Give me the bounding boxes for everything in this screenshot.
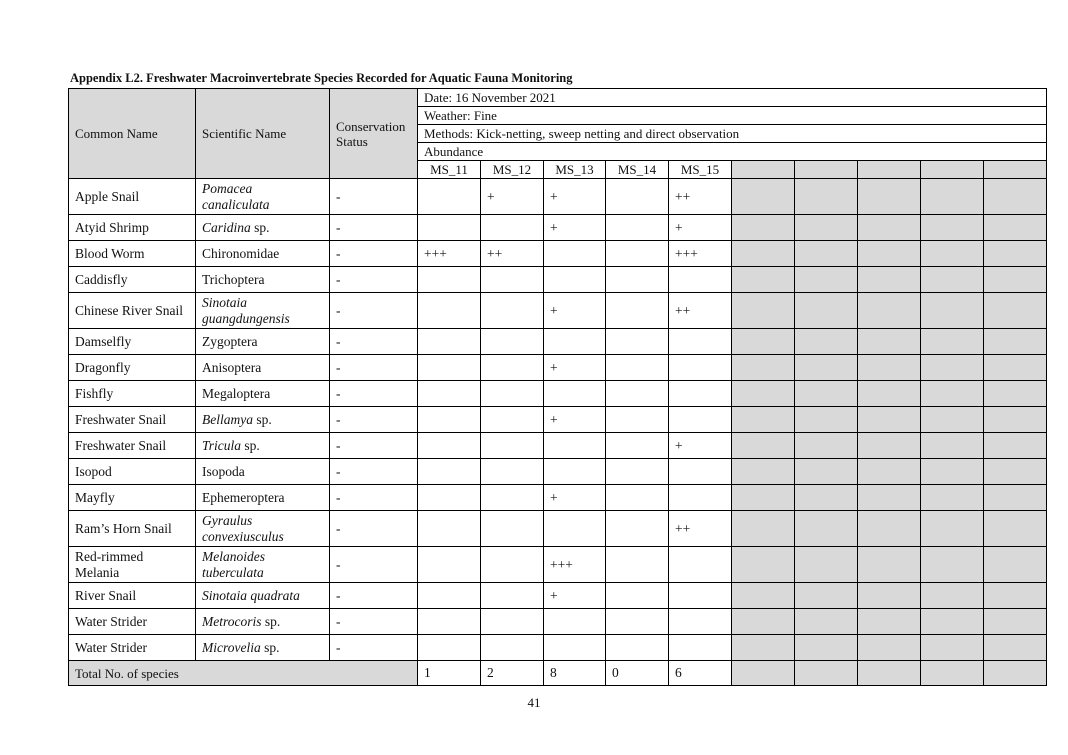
abundance-cell: ++ xyxy=(669,293,732,329)
empty-abundance-cell xyxy=(921,215,984,241)
scientific-name-plain: Ephemeroptera xyxy=(202,489,285,505)
abundance-cell xyxy=(544,511,606,547)
scientific-name-italic: Sinotaia quadrata xyxy=(202,587,300,603)
scientific-name-cell xyxy=(196,355,330,381)
table-row xyxy=(69,547,1047,583)
abundance-cell xyxy=(481,433,544,459)
scientific-name-plain: Chironomidae xyxy=(202,245,280,261)
abundance-cell: + xyxy=(544,583,606,609)
scientific-name-plain: sp. xyxy=(241,437,260,453)
empty-abundance-cell xyxy=(858,329,921,355)
empty-abundance-cell xyxy=(921,407,984,433)
abundance-cell xyxy=(669,583,732,609)
scientific-name-italic: Gyraulus convexiusculus xyxy=(202,512,284,544)
empty-abundance-cell xyxy=(732,407,795,433)
abundance-cell xyxy=(606,511,669,547)
abundance-cell: + xyxy=(544,407,606,433)
abundance-cell xyxy=(544,635,606,661)
abundance-cell xyxy=(418,329,481,355)
empty-total-cell xyxy=(732,661,795,686)
abundance-cell xyxy=(544,433,606,459)
table-row xyxy=(69,355,1047,381)
empty-abundance-cell xyxy=(921,635,984,661)
conservation-status-cell: - xyxy=(330,215,418,241)
empty-abundance-cell xyxy=(858,381,921,407)
table-row xyxy=(69,179,1047,215)
empty-abundance-cell xyxy=(732,433,795,459)
empty-abundance-cell xyxy=(984,609,1047,635)
species-table xyxy=(68,88,1047,686)
empty-abundance-cell xyxy=(984,215,1047,241)
empty-total-cell xyxy=(984,661,1047,686)
conservation-status-cell: - xyxy=(330,609,418,635)
abundance-cell xyxy=(418,407,481,433)
scientific-name-plain: sp. xyxy=(252,411,272,427)
abundance-cell xyxy=(606,583,669,609)
common-name-cell: Chinese River Snail xyxy=(69,293,196,329)
empty-abundance-cell xyxy=(984,407,1047,433)
empty-abundance-cell xyxy=(921,459,984,485)
empty-abundance-cell xyxy=(984,329,1047,355)
abundance-cell xyxy=(481,215,544,241)
common-name-cell: Damselfly xyxy=(69,329,196,355)
conservation-status-cell: - xyxy=(330,293,418,329)
scientific-name-plain: sp. xyxy=(261,613,281,629)
abundance-cell: +++ xyxy=(418,241,481,267)
empty-abundance-cell xyxy=(858,215,921,241)
abundance-cell xyxy=(606,329,669,355)
empty-abundance-cell xyxy=(858,293,921,329)
empty-abundance-cell xyxy=(795,241,858,267)
common-name-cell: Red-rimmed Melania xyxy=(69,547,196,583)
abundance-cell xyxy=(418,635,481,661)
common-name-cell: Freshwater Snail xyxy=(69,407,196,433)
abundance-cell xyxy=(481,609,544,635)
empty-abundance-cell xyxy=(795,433,858,459)
empty-abundance-cell xyxy=(858,583,921,609)
survey-methods: Methods: Kick-netting, sweep netting and direct observation xyxy=(418,125,1047,143)
table-row xyxy=(69,241,1047,267)
abundance-cell xyxy=(544,329,606,355)
abundance-cell xyxy=(418,459,481,485)
abundance-cell xyxy=(669,355,732,381)
empty-abundance-cell xyxy=(732,215,795,241)
abundance-cell xyxy=(481,511,544,547)
abundance-cell xyxy=(669,635,732,661)
empty-abundance-cell xyxy=(732,547,795,583)
abundance-cell xyxy=(481,635,544,661)
abundance-cell xyxy=(606,215,669,241)
scientific-name-cell xyxy=(196,293,330,329)
abundance-cell xyxy=(544,459,606,485)
empty-abundance-cell xyxy=(984,241,1047,267)
scientific-name-plain: sp. xyxy=(250,219,270,235)
empty-abundance-cell xyxy=(795,511,858,547)
scientific-name-cell xyxy=(196,407,330,433)
empty-abundance-cell xyxy=(795,215,858,241)
table-row xyxy=(69,381,1047,407)
common-name-cell: Blood Worm xyxy=(69,241,196,267)
empty-abundance-cell xyxy=(795,583,858,609)
empty-abundance-cell xyxy=(921,179,984,215)
empty-abundance-cell xyxy=(921,355,984,381)
scientific-name-cell xyxy=(196,215,330,241)
table-row xyxy=(69,485,1047,511)
empty-abundance-cell xyxy=(732,329,795,355)
conservation-status-cell: - xyxy=(330,433,418,459)
abundance-cell: + xyxy=(544,355,606,381)
abundance-cell xyxy=(481,583,544,609)
abundance-cell xyxy=(606,547,669,583)
empty-abundance-cell xyxy=(921,293,984,329)
empty-abundance-cell xyxy=(795,355,858,381)
common-name-cell: Ram’s Horn Snail xyxy=(69,511,196,547)
scientific-name-cell xyxy=(196,433,330,459)
abundance-cell: +++ xyxy=(544,547,606,583)
abundance-cell: + xyxy=(481,179,544,215)
empty-abundance-cell xyxy=(984,381,1047,407)
common-name-cell: Water Strider xyxy=(69,609,196,635)
header-scientific-name: Scientific Name xyxy=(196,89,330,179)
table-header xyxy=(69,89,1047,179)
abundance-cell xyxy=(418,433,481,459)
abundance-cell xyxy=(481,355,544,381)
scientific-name-plain: Trichoptera xyxy=(202,271,265,287)
empty-abundance-cell xyxy=(921,583,984,609)
abundance-cell: ++ xyxy=(669,179,732,215)
abundance-cell: +++ xyxy=(669,241,732,267)
empty-abundance-cell xyxy=(858,635,921,661)
abundance-cell xyxy=(481,381,544,407)
table-row xyxy=(69,609,1047,635)
abundance-cell xyxy=(606,433,669,459)
abundance-cell xyxy=(418,215,481,241)
conservation-status-cell: - xyxy=(330,179,418,215)
total-label: Total No. of species xyxy=(69,661,418,686)
scientific-name-plain: Zygoptera xyxy=(202,333,258,349)
scientific-name-italic: Tricula xyxy=(202,437,242,453)
abundance-cell xyxy=(418,583,481,609)
abundance-cell xyxy=(669,485,732,511)
empty-abundance-cell xyxy=(732,459,795,485)
empty-abundance-cell xyxy=(732,381,795,407)
abundance-cell xyxy=(606,241,669,267)
empty-abundance-cell xyxy=(858,511,921,547)
empty-abundance-cell xyxy=(732,241,795,267)
total-cell: 0 xyxy=(606,661,669,686)
conservation-status-cell: - xyxy=(330,329,418,355)
abundance-cell: + xyxy=(669,215,732,241)
empty-abundance-cell xyxy=(732,179,795,215)
header-conservation-status: Conservation Status xyxy=(330,89,418,179)
abundance-cell xyxy=(418,355,481,381)
common-name-cell: Freshwater Snail xyxy=(69,433,196,459)
empty-abundance-cell xyxy=(858,609,921,635)
empty-abundance-cell xyxy=(984,511,1047,547)
empty-abundance-cell xyxy=(858,241,921,267)
empty-abundance-cell xyxy=(795,459,858,485)
conservation-status-cell: - xyxy=(330,547,418,583)
scientific-name-cell xyxy=(196,583,330,609)
scientific-name-plain: Anisoptera xyxy=(202,359,262,375)
abundance-cell xyxy=(544,381,606,407)
abundance-cell xyxy=(418,609,481,635)
empty-abundance-cell xyxy=(858,433,921,459)
empty-total-cell xyxy=(795,661,858,686)
abundance-cell xyxy=(418,511,481,547)
empty-abundance-cell xyxy=(921,241,984,267)
scientific-name-cell xyxy=(196,267,330,293)
empty-abundance-cell xyxy=(858,179,921,215)
common-name-cell: Mayfly xyxy=(69,485,196,511)
conservation-status-cell: - xyxy=(330,485,418,511)
empty-abundance-cell xyxy=(858,407,921,433)
scientific-name-italic: Pomacea canaliculata xyxy=(202,180,270,212)
abundance-cell xyxy=(544,267,606,293)
abundance-cell: + xyxy=(544,215,606,241)
empty-total-cell xyxy=(858,661,921,686)
scientific-name-italic: Sinotaia guangdungensis xyxy=(202,294,290,326)
abundance-cell xyxy=(669,407,732,433)
abundance-cell xyxy=(418,293,481,329)
empty-abundance-cell xyxy=(984,459,1047,485)
page-number: 41 xyxy=(527,695,541,710)
abundance-cell xyxy=(606,355,669,381)
scientific-name-italic: Bellamya xyxy=(202,411,253,427)
empty-total-cell xyxy=(921,661,984,686)
scientific-name-cell xyxy=(196,459,330,485)
abundance-cell xyxy=(606,267,669,293)
abundance-cell xyxy=(669,459,732,485)
abundance-cell: + xyxy=(669,433,732,459)
table-row xyxy=(69,511,1047,547)
scientific-name-cell xyxy=(196,241,330,267)
abundance-cell xyxy=(418,381,481,407)
scientific-name-cell xyxy=(196,511,330,547)
abundance-cell xyxy=(606,381,669,407)
scientific-name-cell xyxy=(196,329,330,355)
empty-abundance-cell xyxy=(984,485,1047,511)
abundance-header: Abundance xyxy=(418,143,1047,161)
abundance-cell xyxy=(606,459,669,485)
empty-abundance-cell xyxy=(921,433,984,459)
scientific-name-plain: Megaloptera xyxy=(202,385,271,401)
empty-abundance-cell xyxy=(732,511,795,547)
common-name-cell: Atyid Shrimp xyxy=(69,215,196,241)
empty-abundance-cell xyxy=(984,433,1047,459)
survey-date: Date: 16 November 2021 xyxy=(418,89,1047,107)
table-row xyxy=(69,215,1047,241)
empty-abundance-cell xyxy=(921,485,984,511)
abundance-cell xyxy=(606,485,669,511)
common-name-cell: Dragonfly xyxy=(69,355,196,381)
empty-abundance-cell xyxy=(732,293,795,329)
abundance-cell xyxy=(669,609,732,635)
abundance-cell xyxy=(606,179,669,215)
empty-site-column xyxy=(921,161,984,179)
table-body xyxy=(69,179,1047,661)
empty-abundance-cell xyxy=(732,485,795,511)
conservation-status-cell: - xyxy=(330,583,418,609)
empty-abundance-cell xyxy=(795,547,858,583)
empty-abundance-cell xyxy=(732,583,795,609)
common-name-cell: Water Strider xyxy=(69,635,196,661)
empty-abundance-cell xyxy=(732,355,795,381)
total-cell: 8 xyxy=(544,661,606,686)
scientific-name-italic: Caridina xyxy=(202,219,251,235)
site-header-ms11: MS_11 xyxy=(418,161,481,179)
empty-abundance-cell xyxy=(984,583,1047,609)
abundance-cell xyxy=(418,179,481,215)
table-row xyxy=(69,583,1047,609)
empty-abundance-cell xyxy=(984,179,1047,215)
conservation-status-cell: - xyxy=(330,267,418,293)
site-header-ms12: MS_12 xyxy=(481,161,544,179)
table-row xyxy=(69,267,1047,293)
table-row xyxy=(69,635,1047,661)
abundance-cell xyxy=(606,609,669,635)
empty-abundance-cell xyxy=(984,355,1047,381)
abundance-cell xyxy=(606,293,669,329)
abundance-cell xyxy=(481,407,544,433)
empty-site-column xyxy=(984,161,1047,179)
scientific-name-italic: Metrocoris xyxy=(202,613,262,629)
conservation-status-cell: - xyxy=(330,241,418,267)
abundance-cell xyxy=(669,547,732,583)
abundance-cell xyxy=(669,267,732,293)
empty-abundance-cell xyxy=(984,635,1047,661)
empty-abundance-cell xyxy=(984,293,1047,329)
common-name-cell: Fishfly xyxy=(69,381,196,407)
empty-abundance-cell xyxy=(921,547,984,583)
common-name-cell: River Snail xyxy=(69,583,196,609)
scientific-name-cell xyxy=(196,179,330,215)
empty-abundance-cell xyxy=(858,355,921,381)
table-title: Appendix L2. Freshwater Macroinvertebrate Species Recorded for Aquatic Fauna Monitoring xyxy=(70,71,573,85)
abundance-cell xyxy=(481,293,544,329)
header-common-name: Common Name xyxy=(69,89,196,179)
empty-abundance-cell xyxy=(795,381,858,407)
empty-abundance-cell xyxy=(732,635,795,661)
abundance-cell xyxy=(481,485,544,511)
table-row xyxy=(69,459,1047,485)
site-header-ms15: MS_15 xyxy=(669,161,732,179)
abundance-cell xyxy=(669,329,732,355)
empty-abundance-cell xyxy=(795,293,858,329)
common-name-cell: Apple Snail xyxy=(69,179,196,215)
empty-abundance-cell xyxy=(858,547,921,583)
empty-site-column xyxy=(858,161,921,179)
abundance-cell xyxy=(669,381,732,407)
scientific-name-italic: Microvelia xyxy=(202,639,261,655)
empty-abundance-cell xyxy=(921,329,984,355)
abundance-cell: ++ xyxy=(669,511,732,547)
table-row xyxy=(69,293,1047,329)
conservation-status-cell: - xyxy=(330,355,418,381)
scientific-name-cell xyxy=(196,635,330,661)
abundance-cell: + xyxy=(544,293,606,329)
abundance-cell xyxy=(481,459,544,485)
empty-abundance-cell xyxy=(858,267,921,293)
table-row xyxy=(69,407,1047,433)
empty-abundance-cell xyxy=(795,609,858,635)
common-name-cell: Caddisfly xyxy=(69,267,196,293)
empty-abundance-cell xyxy=(921,609,984,635)
scientific-name-cell xyxy=(196,381,330,407)
empty-site-column xyxy=(732,161,795,179)
abundance-cell xyxy=(481,267,544,293)
scientific-name-plain: Isopoda xyxy=(202,463,245,479)
survey-weather: Weather: Fine xyxy=(418,107,1047,125)
empty-abundance-cell xyxy=(921,511,984,547)
empty-abundance-cell xyxy=(858,485,921,511)
conservation-status-cell: - xyxy=(330,511,418,547)
abundance-cell: + xyxy=(544,179,606,215)
abundance-cell: ++ xyxy=(481,241,544,267)
table-row xyxy=(69,433,1047,459)
empty-abundance-cell xyxy=(795,267,858,293)
conservation-status-cell: - xyxy=(330,381,418,407)
site-header-ms13: MS_13 xyxy=(544,161,606,179)
scientific-name-cell xyxy=(196,609,330,635)
abundance-cell xyxy=(481,547,544,583)
scientific-name-plain: sp. xyxy=(260,639,280,655)
empty-abundance-cell xyxy=(984,267,1047,293)
empty-abundance-cell xyxy=(795,485,858,511)
common-name-cell: Isopod xyxy=(69,459,196,485)
abundance-cell xyxy=(418,547,481,583)
empty-site-column xyxy=(795,161,858,179)
empty-abundance-cell xyxy=(732,267,795,293)
abundance-cell xyxy=(418,485,481,511)
abundance-cell xyxy=(481,329,544,355)
site-header-ms14: MS_14 xyxy=(606,161,669,179)
scientific-name-cell xyxy=(196,547,330,583)
abundance-cell: + xyxy=(544,485,606,511)
empty-abundance-cell xyxy=(795,179,858,215)
table-row xyxy=(69,329,1047,355)
scientific-name-cell xyxy=(196,485,330,511)
abundance-cell xyxy=(418,267,481,293)
conservation-status-cell: - xyxy=(330,459,418,485)
empty-abundance-cell xyxy=(732,609,795,635)
conservation-status-cell: - xyxy=(330,407,418,433)
total-cell: 6 xyxy=(669,661,732,686)
abundance-cell xyxy=(606,635,669,661)
conservation-status-cell: - xyxy=(330,635,418,661)
empty-abundance-cell xyxy=(795,329,858,355)
empty-abundance-cell xyxy=(921,267,984,293)
empty-abundance-cell xyxy=(858,459,921,485)
empty-abundance-cell xyxy=(984,547,1047,583)
empty-abundance-cell xyxy=(795,407,858,433)
scientific-name-italic: Melanoides tuberculata xyxy=(202,548,265,580)
abundance-cell xyxy=(544,609,606,635)
empty-abundance-cell xyxy=(921,381,984,407)
empty-abundance-cell xyxy=(795,635,858,661)
abundance-cell xyxy=(606,407,669,433)
total-cell: 2 xyxy=(481,661,544,686)
total-cell: 1 xyxy=(418,661,481,686)
total-row xyxy=(69,661,1047,686)
abundance-cell xyxy=(544,241,606,267)
